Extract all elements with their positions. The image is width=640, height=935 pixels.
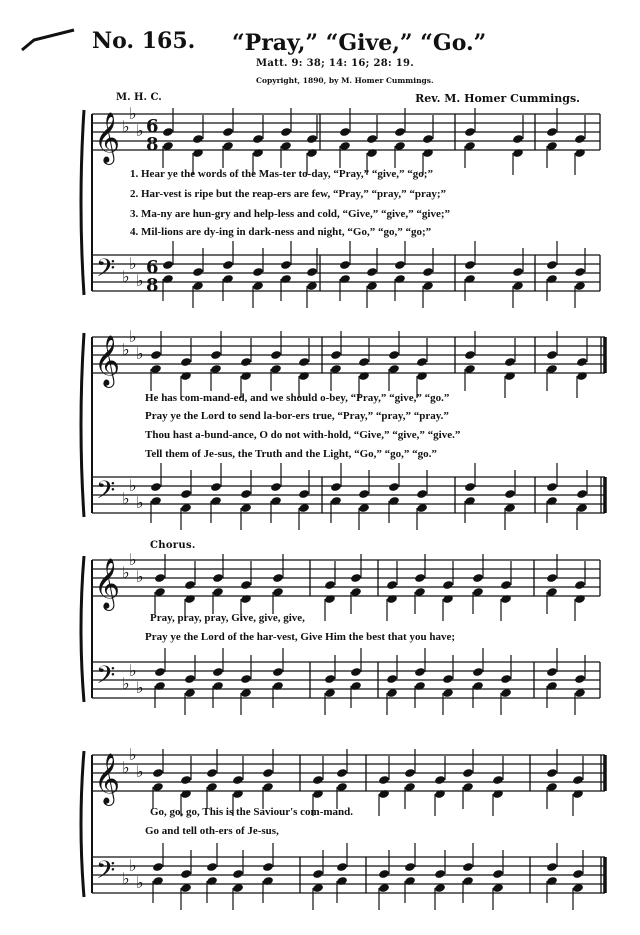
note-head — [312, 869, 324, 879]
bass-clef-icon: 𝄢 — [96, 476, 116, 511]
note-head — [546, 127, 558, 137]
flat-sign-icon: ♭ — [136, 873, 144, 892]
verse-3-line-b: Thou hast a-bund-ance, O do not with-hold, “Give,” “give,” “give.” — [145, 429, 461, 441]
note-head — [572, 869, 584, 879]
ending-line-1: Go, go, go, This is the Saviour's com-mand. — [150, 806, 354, 818]
note-head — [414, 667, 426, 677]
flat-sign-icon: ♭ — [122, 267, 130, 286]
note-head — [492, 869, 504, 879]
note-head — [572, 775, 584, 785]
verse-3-line-a: 3. Ma-ny are hun-gry and help-less and cold, “Give,” “give,” “give;” — [130, 208, 451, 220]
note-head — [504, 357, 516, 367]
note-head — [162, 127, 174, 137]
note-head — [546, 573, 558, 583]
flat-sign-icon: ♭ — [129, 327, 137, 346]
note-head — [222, 260, 234, 270]
note-head — [358, 357, 370, 367]
verse-1-line-a: 1. Hear ye the words of the Mas-ter to-day, “Pray,” “give,” “go;” — [130, 168, 433, 180]
note-head — [422, 134, 434, 144]
note-head — [464, 482, 476, 492]
note-head — [152, 768, 164, 778]
flat-sign-icon: ♭ — [129, 550, 137, 569]
flat-sign-icon: ♭ — [122, 489, 130, 508]
flat-sign-icon: ♭ — [122, 674, 130, 693]
time-signature-bottom: 8 — [146, 275, 159, 296]
note-head — [206, 862, 218, 872]
note-head — [464, 127, 476, 137]
note-head — [232, 775, 244, 785]
flat-sign-icon: ♭ — [129, 476, 137, 495]
note-head — [252, 134, 264, 144]
note-head — [180, 357, 192, 367]
note-head — [312, 775, 324, 785]
note-head — [366, 134, 378, 144]
note-head — [150, 350, 162, 360]
note-head — [240, 357, 252, 367]
note-head — [232, 869, 244, 879]
note-head — [192, 267, 204, 277]
note-head — [546, 768, 558, 778]
flat-sign-icon: ♭ — [136, 567, 144, 586]
note-head — [280, 127, 292, 137]
note-head — [546, 862, 558, 872]
note-head — [442, 580, 454, 590]
note-head — [358, 489, 370, 499]
note-head — [240, 674, 252, 684]
verse-4-line-a: 4. Mil-lions are dy-ing in dark-ness and night, “Go,” “go,” “go;” — [130, 226, 432, 238]
note-head — [574, 267, 586, 277]
note-head — [212, 667, 224, 677]
note-head — [404, 862, 416, 872]
note-head — [324, 580, 336, 590]
note-head — [434, 775, 446, 785]
system-brace — [81, 751, 84, 897]
note-head — [378, 869, 390, 879]
treble-clef-icon: 𝄞 — [94, 112, 121, 163]
note-head — [162, 260, 174, 270]
note-head — [210, 350, 222, 360]
flat-sign-icon: ♭ — [122, 869, 130, 888]
treble-clef-icon: 𝄞 — [94, 558, 121, 609]
note-head — [546, 260, 558, 270]
note-head — [464, 260, 476, 270]
flat-sign-icon: ♭ — [122, 563, 130, 582]
note-head — [576, 357, 588, 367]
time-signature-top: 6 — [146, 257, 159, 278]
note-head — [240, 489, 252, 499]
note-head — [378, 775, 390, 785]
note-head — [150, 482, 162, 492]
chorus-line-2: Pray ye the Lord of the har-vest, Give Him the best that you have; — [145, 631, 455, 643]
note-head — [184, 580, 196, 590]
note-head — [388, 350, 400, 360]
hymn-title: “Pray,” “Give,” “Go.” — [232, 30, 487, 56]
flat-sign-icon: ♭ — [129, 856, 137, 875]
bass-clef-icon: 𝄢 — [96, 856, 116, 891]
flat-sign-icon: ♭ — [122, 117, 130, 136]
verse-2-line-b: Pray ye the Lord to send la-bor-ers true, “Pray,” “pray,” “pray.” — [145, 410, 449, 422]
hymn-number: No. 165. — [92, 28, 196, 54]
note-head — [324, 674, 336, 684]
note-head — [388, 482, 400, 492]
verse-1-line-b: He has com-mand-ed, and we should o-bey, “Pray,” “give,” “go.” — [145, 392, 450, 404]
note-head — [212, 573, 224, 583]
note-head — [574, 580, 586, 590]
note-head — [512, 134, 524, 144]
flat-sign-icon: ♭ — [136, 121, 144, 140]
note-head — [546, 350, 558, 360]
note-head — [394, 127, 406, 137]
note-head — [152, 862, 164, 872]
chorus-line-1: Pray, pray, pray, Give, give, give, — [150, 612, 305, 624]
note-head — [280, 260, 292, 270]
flat-sign-icon: ♭ — [136, 493, 144, 512]
note-head — [434, 869, 446, 879]
note-head — [414, 573, 426, 583]
note-head — [464, 350, 476, 360]
words-credit: Rev. M. Homer Cummings. — [415, 92, 580, 105]
scripture-reference: Matt. 9: 38; 14: 16; 28: 19. — [256, 58, 415, 69]
note-head — [272, 667, 284, 677]
note-head — [366, 267, 378, 277]
note-head — [240, 580, 252, 590]
note-head — [394, 260, 406, 270]
note-head — [330, 350, 342, 360]
note-head — [422, 267, 434, 277]
bass-clef-icon: 𝄢 — [96, 661, 116, 696]
note-head — [546, 482, 558, 492]
verse-2-line-a: 2. Har-vest is ripe but the reap-ers are few, “Pray,” “pray,” “pray;” — [130, 188, 446, 200]
note-head — [416, 357, 428, 367]
note-head — [574, 674, 586, 684]
music-credit: M. H. C. — [116, 92, 162, 103]
note-head — [336, 768, 348, 778]
flat-sign-icon: ♭ — [129, 661, 137, 680]
flat-sign-icon: ♭ — [129, 104, 137, 123]
ending-line-2: Go and tell oth-ers of Je-sus, — [145, 825, 279, 837]
note-head — [180, 775, 192, 785]
note-head — [306, 134, 318, 144]
flat-sign-icon: ♭ — [122, 758, 130, 777]
note-head — [206, 768, 218, 778]
flat-sign-icon: ♭ — [136, 762, 144, 781]
note-head — [339, 127, 351, 137]
note-head — [416, 489, 428, 499]
flat-sign-icon: ♭ — [136, 344, 144, 363]
note-head — [512, 267, 524, 277]
note-head — [404, 768, 416, 778]
check-mark — [22, 30, 74, 50]
note-head — [262, 862, 274, 872]
note-head — [154, 667, 166, 677]
note-head — [472, 573, 484, 583]
note-head — [298, 489, 310, 499]
system-brace — [81, 556, 84, 702]
time-signature-bottom: 8 — [146, 134, 159, 155]
time-signature-top: 6 — [146, 116, 159, 137]
note-head — [222, 127, 234, 137]
system-brace — [81, 333, 84, 517]
note-head — [180, 869, 192, 879]
note-head — [270, 482, 282, 492]
verse-4-line-b: Tell them of Je-sus, the Truth and the Light, “Go,” “go,” “go.” — [145, 448, 437, 460]
note-head — [472, 667, 484, 677]
note-head — [500, 580, 512, 590]
note-head — [306, 267, 318, 277]
note-head — [386, 674, 398, 684]
note-head — [336, 862, 348, 872]
note-head — [350, 573, 362, 583]
note-head — [442, 674, 454, 684]
note-head — [350, 667, 362, 677]
flat-sign-icon: ♭ — [136, 271, 144, 290]
note-head — [492, 775, 504, 785]
note-head — [462, 862, 474, 872]
note-head — [298, 357, 310, 367]
copyright-line: Copyright, 1890, by M. Homer Cummings. — [256, 76, 434, 85]
note-head — [270, 350, 282, 360]
flat-sign-icon: ♭ — [122, 340, 130, 359]
note-head — [576, 489, 588, 499]
note-head — [180, 489, 192, 499]
note-head — [330, 482, 342, 492]
note-head — [386, 580, 398, 590]
note-head — [500, 674, 512, 684]
treble-clef-icon: 𝄞 — [94, 753, 121, 804]
bass-clef-icon: 𝄢 — [96, 254, 116, 289]
note-head — [192, 134, 204, 144]
note-head — [252, 267, 264, 277]
note-head — [272, 573, 284, 583]
note-head — [462, 768, 474, 778]
note-head — [154, 573, 166, 583]
note-head — [504, 489, 516, 499]
note-head — [574, 134, 586, 144]
system-brace — [81, 110, 84, 295]
flat-sign-icon: ♭ — [129, 254, 137, 273]
note-head — [546, 667, 558, 677]
treble-clef-icon: 𝄞 — [94, 335, 121, 386]
chorus-label: Chorus. — [150, 540, 196, 551]
note-head — [184, 674, 196, 684]
note-head — [262, 768, 274, 778]
note-head — [210, 482, 222, 492]
flat-sign-icon: ♭ — [129, 745, 137, 764]
note-head — [339, 260, 351, 270]
flat-sign-icon: ♭ — [136, 678, 144, 697]
